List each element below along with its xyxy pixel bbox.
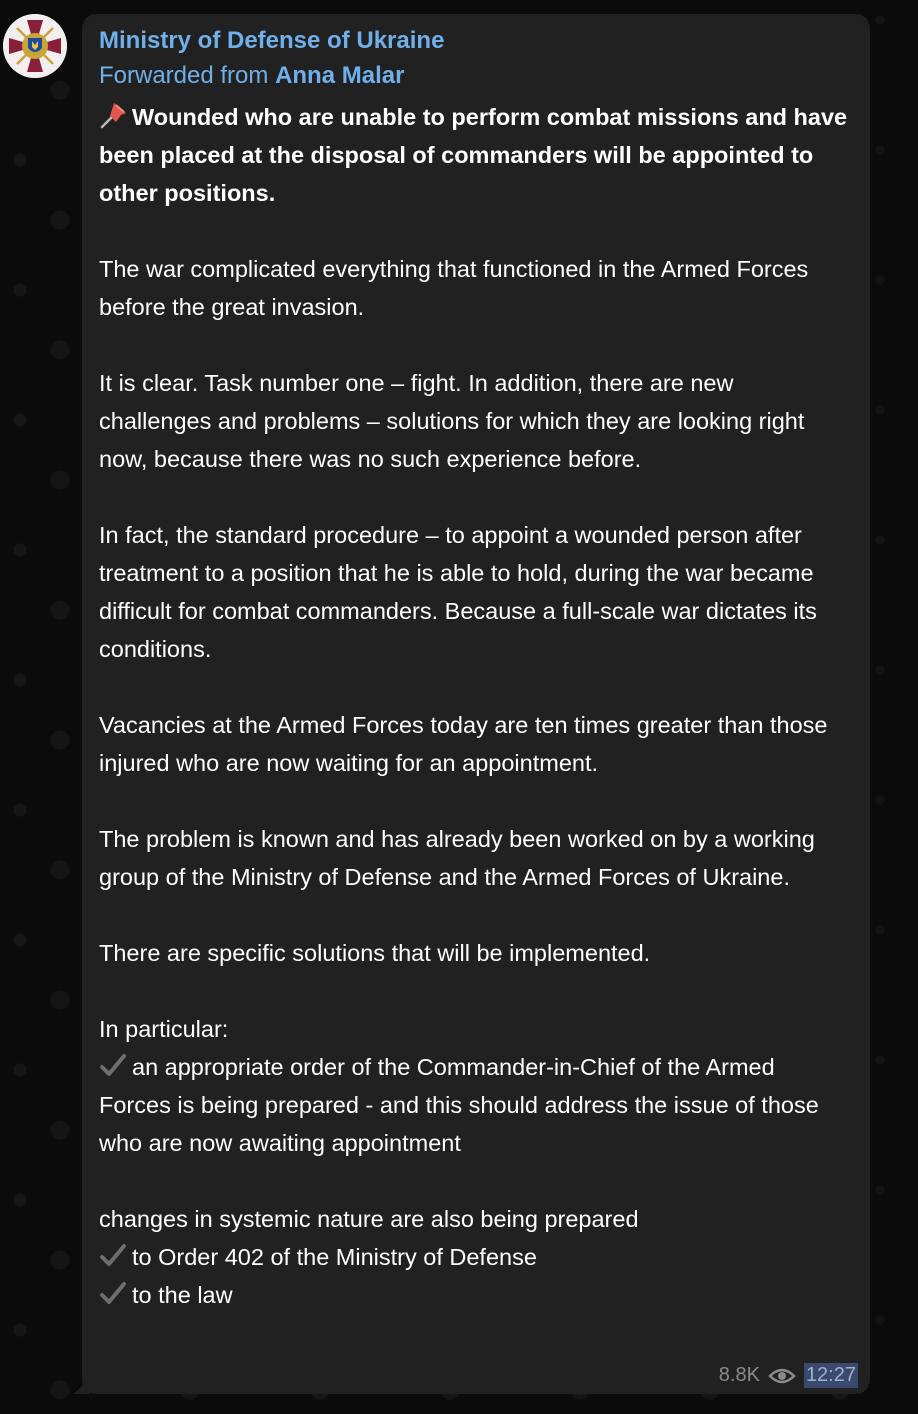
channel-name[interactable]: Ministry of Defense of Ukraine bbox=[99, 27, 445, 54]
pushpin-icon bbox=[99, 100, 129, 130]
check-item bbox=[99, 1276, 852, 1314]
paragraph-5: The problem is known and has already been worked on by a working group of the Ministry of Defense and the Armed Forces of Ukraine. bbox=[99, 826, 815, 890]
forwarded-from bbox=[99, 58, 852, 94]
message-bubble[interactable] bbox=[82, 14, 870, 1394]
paragraph-7-intro: In particular: bbox=[99, 1016, 229, 1042]
check-mark-icon bbox=[99, 1242, 127, 1270]
headline-text: Wounded who are unable to perform combat missions and have been placed at the disposal of commanders will be appointed to other positions. bbox=[99, 104, 848, 206]
forwarded-prefix: Forwarded from bbox=[99, 62, 269, 89]
ministry-emblem-icon bbox=[3, 14, 67, 78]
check-item bbox=[99, 1048, 852, 1162]
paragraph-1: The war complicated everything that functioned in the Armed Forces before the great invasion. bbox=[99, 256, 809, 320]
check-item-text: an appropriate order of the Commander-in-Chief of the Armed Forces is being prepared - and this should address the issue of those who are now awaiting appointment bbox=[99, 1054, 819, 1156]
paragraph-8: changes in systemic nature are also being prepared bbox=[99, 1206, 639, 1232]
message-time: 12:27 bbox=[805, 1364, 856, 1386]
paragraph-3: In fact, the standard procedure – to appoint a wounded person after treatment to a position that he is able to hold, during the war became difficult for combat commanders. Because a full-scale war dictates its conditions. bbox=[99, 522, 817, 662]
headline bbox=[99, 98, 852, 212]
eye-icon bbox=[768, 1366, 796, 1386]
check-item bbox=[99, 1238, 852, 1276]
paragraph-2: It is clear. Task number one – fight. In addition, there are new challenges and problems – solutions for which they are looking right now, because there was no such experience before. bbox=[99, 370, 805, 472]
channel-avatar[interactable] bbox=[3, 14, 67, 78]
message-text bbox=[99, 98, 852, 1314]
paragraph-4: Vacancies at the Armed Forces today are ten times greater than those injured who are now waiting for an appointment. bbox=[99, 712, 828, 776]
check-mark-icon bbox=[99, 1280, 127, 1308]
view-count: 8.8K bbox=[718, 1364, 760, 1386]
message-meta bbox=[719, 1363, 858, 1388]
check-item-text: to Order 402 of the Ministry of Defense bbox=[132, 1244, 537, 1270]
forwarded-author-link[interactable]: Anna Malar bbox=[275, 62, 405, 89]
check-item-text: to the law bbox=[132, 1282, 233, 1308]
check-mark-icon bbox=[99, 1052, 127, 1080]
paragraph-6: There are specific solutions that will be implemented. bbox=[99, 940, 651, 966]
